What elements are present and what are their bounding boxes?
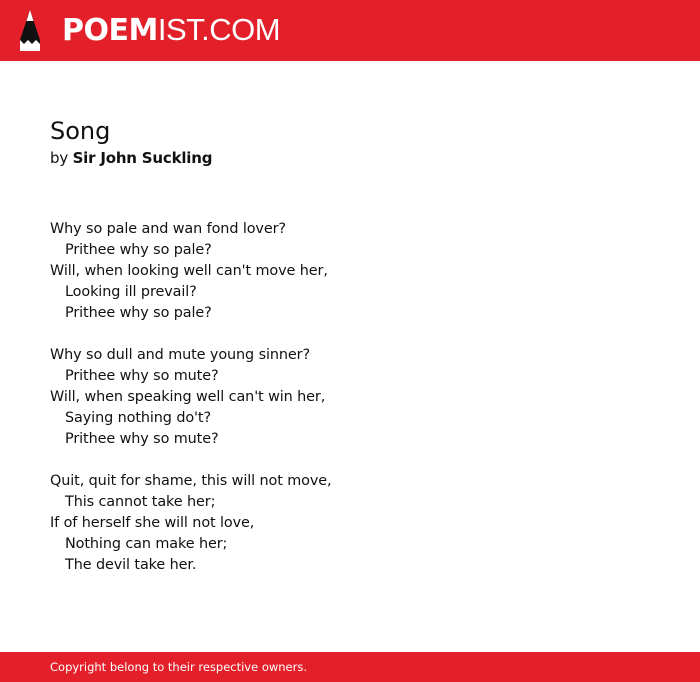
poem-line: Quit, quit for shame, this will not move, (50, 473, 332, 489)
poem-line: Saying nothing do't? (65, 410, 211, 426)
site-logo[interactable] (62, 13, 280, 48)
poem-line: Nothing can make her; (65, 536, 228, 552)
by-label: by (50, 149, 68, 167)
poem-line: The devil take her. (65, 557, 197, 573)
site-footer (0, 652, 700, 682)
poem-line: Why so pale and wan fond lover? (50, 221, 286, 237)
poem-line: If of herself she will not love, (50, 515, 255, 531)
poem-byline (50, 148, 650, 168)
copyright-text: Copyright belong to their respective owners. (50, 660, 308, 674)
poem-stanza (50, 219, 650, 324)
poem-line: Prithee why so pale? (65, 242, 212, 258)
poem-body (50, 219, 650, 597)
poem-line: Will, when looking well can't move her, (50, 263, 328, 279)
pencil-tip-icon[interactable] (18, 10, 42, 51)
poem-line: Why so dull and mute young sinner? (50, 347, 311, 363)
poem-line: Prithee why so mute? (65, 368, 219, 384)
poem-line: Prithee why so mute? (65, 431, 219, 447)
poem-stanza (50, 345, 650, 450)
poem-line: Prithee why so pale? (65, 305, 212, 321)
poem-line: Will, when speaking well can't win her, (50, 389, 326, 405)
poem-title: Song (50, 117, 111, 145)
logo-text-strong: POEM (62, 13, 158, 48)
logo-text-light: IST.COM (157, 12, 281, 47)
poem-stanza (50, 471, 650, 576)
poem-heading (50, 114, 650, 168)
poem-line: This cannot take her; (65, 494, 216, 510)
poem-line: Looking ill prevail? (65, 284, 197, 300)
poem-author: Sir John Suckling (72, 149, 213, 167)
site-header (0, 0, 700, 61)
